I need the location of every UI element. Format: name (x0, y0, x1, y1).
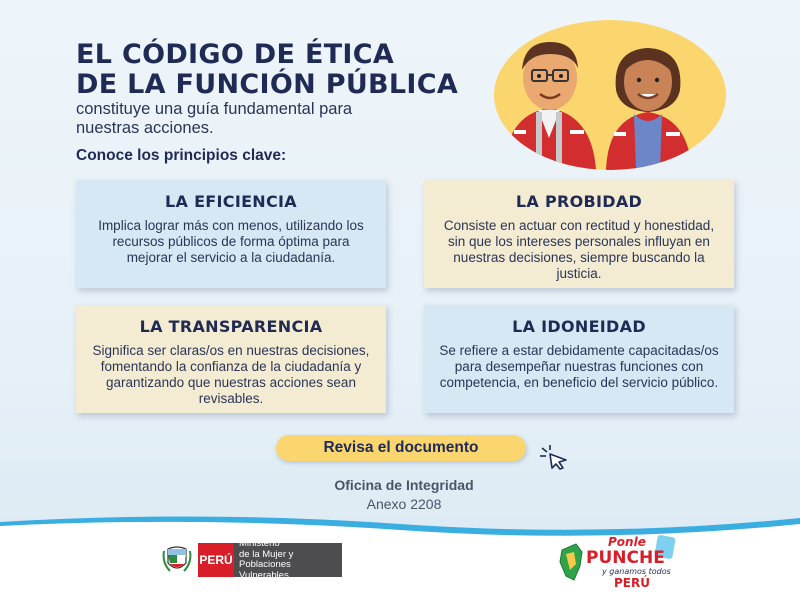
principle-card-probity (424, 180, 734, 288)
subtitle: constituye una guía fundamental para nuestras acciones. (76, 100, 353, 137)
principles-heading: Conoce los principios clave: (76, 147, 287, 164)
ministry-name-box (234, 538, 342, 581)
ministry-line-3: Poblaciones Vulnerables (239, 559, 291, 581)
title-line-2: DE LA FUNCIÓN PÚBLICA (76, 69, 459, 100)
office-annex: Anexo 2208 (366, 496, 442, 512)
ministry-logo (162, 538, 342, 581)
ministry-line-2: de la Mujer y (239, 548, 294, 560)
card-title: LA IDONEIDAD (512, 317, 646, 336)
review-document-button[interactable]: Revisa el documento (276, 435, 526, 461)
card-text: Se refiere a estar debidamente capacitadas/os para desempeñar nuestras funciones con competencia, en beneficio del servicio público. (439, 343, 719, 390)
principle-card-efficiency (76, 180, 386, 288)
hero-illustration (494, 20, 726, 170)
cursor-click-icon (538, 444, 570, 470)
campaign-word-punche: PUNCHE (586, 548, 665, 568)
principle-card-suitability (424, 305, 734, 413)
card-title: LA EFICIENCIA (165, 192, 297, 211)
campaign-logo (550, 530, 690, 590)
card-text: Consiste en actuar con rectitud y honestidad, sin que los intereses personales influyan en nuestras decisiones, siempre buscando la justicia. (443, 218, 715, 281)
office-name: Oficina de Integridad (334, 477, 474, 493)
card-title: LA PROBIDAD (515, 192, 643, 211)
title-line-1: EL CÓDIGO DE ÉTICA (76, 39, 395, 70)
campaign-word-ponle: Ponle (608, 535, 646, 549)
card-title: LA TRANSPARENCIA (139, 317, 323, 336)
campaign-slogan: y ganamos todos (602, 567, 671, 576)
peru-brand-box: PERÚ (198, 543, 234, 577)
ministry-line-1: Ministerio (239, 538, 280, 549)
civil-servants-illustration (494, 20, 726, 170)
principle-card-transparency (76, 305, 386, 413)
card-text: Implica lograr más con menos, utilizando los recursos públicos de forma óptima para mejorar el servicio a la ciudadanía. (98, 218, 364, 265)
coat-of-arms-icon (162, 543, 192, 577)
page-title (76, 40, 458, 100)
campaign-word-peru: PERÚ (614, 576, 650, 590)
card-text: Significa ser claras/os en nuestras decisiones, fomentando la confianza de la ciudadanía y garantizando que nuestras acciones sean revisables. (92, 343, 370, 406)
